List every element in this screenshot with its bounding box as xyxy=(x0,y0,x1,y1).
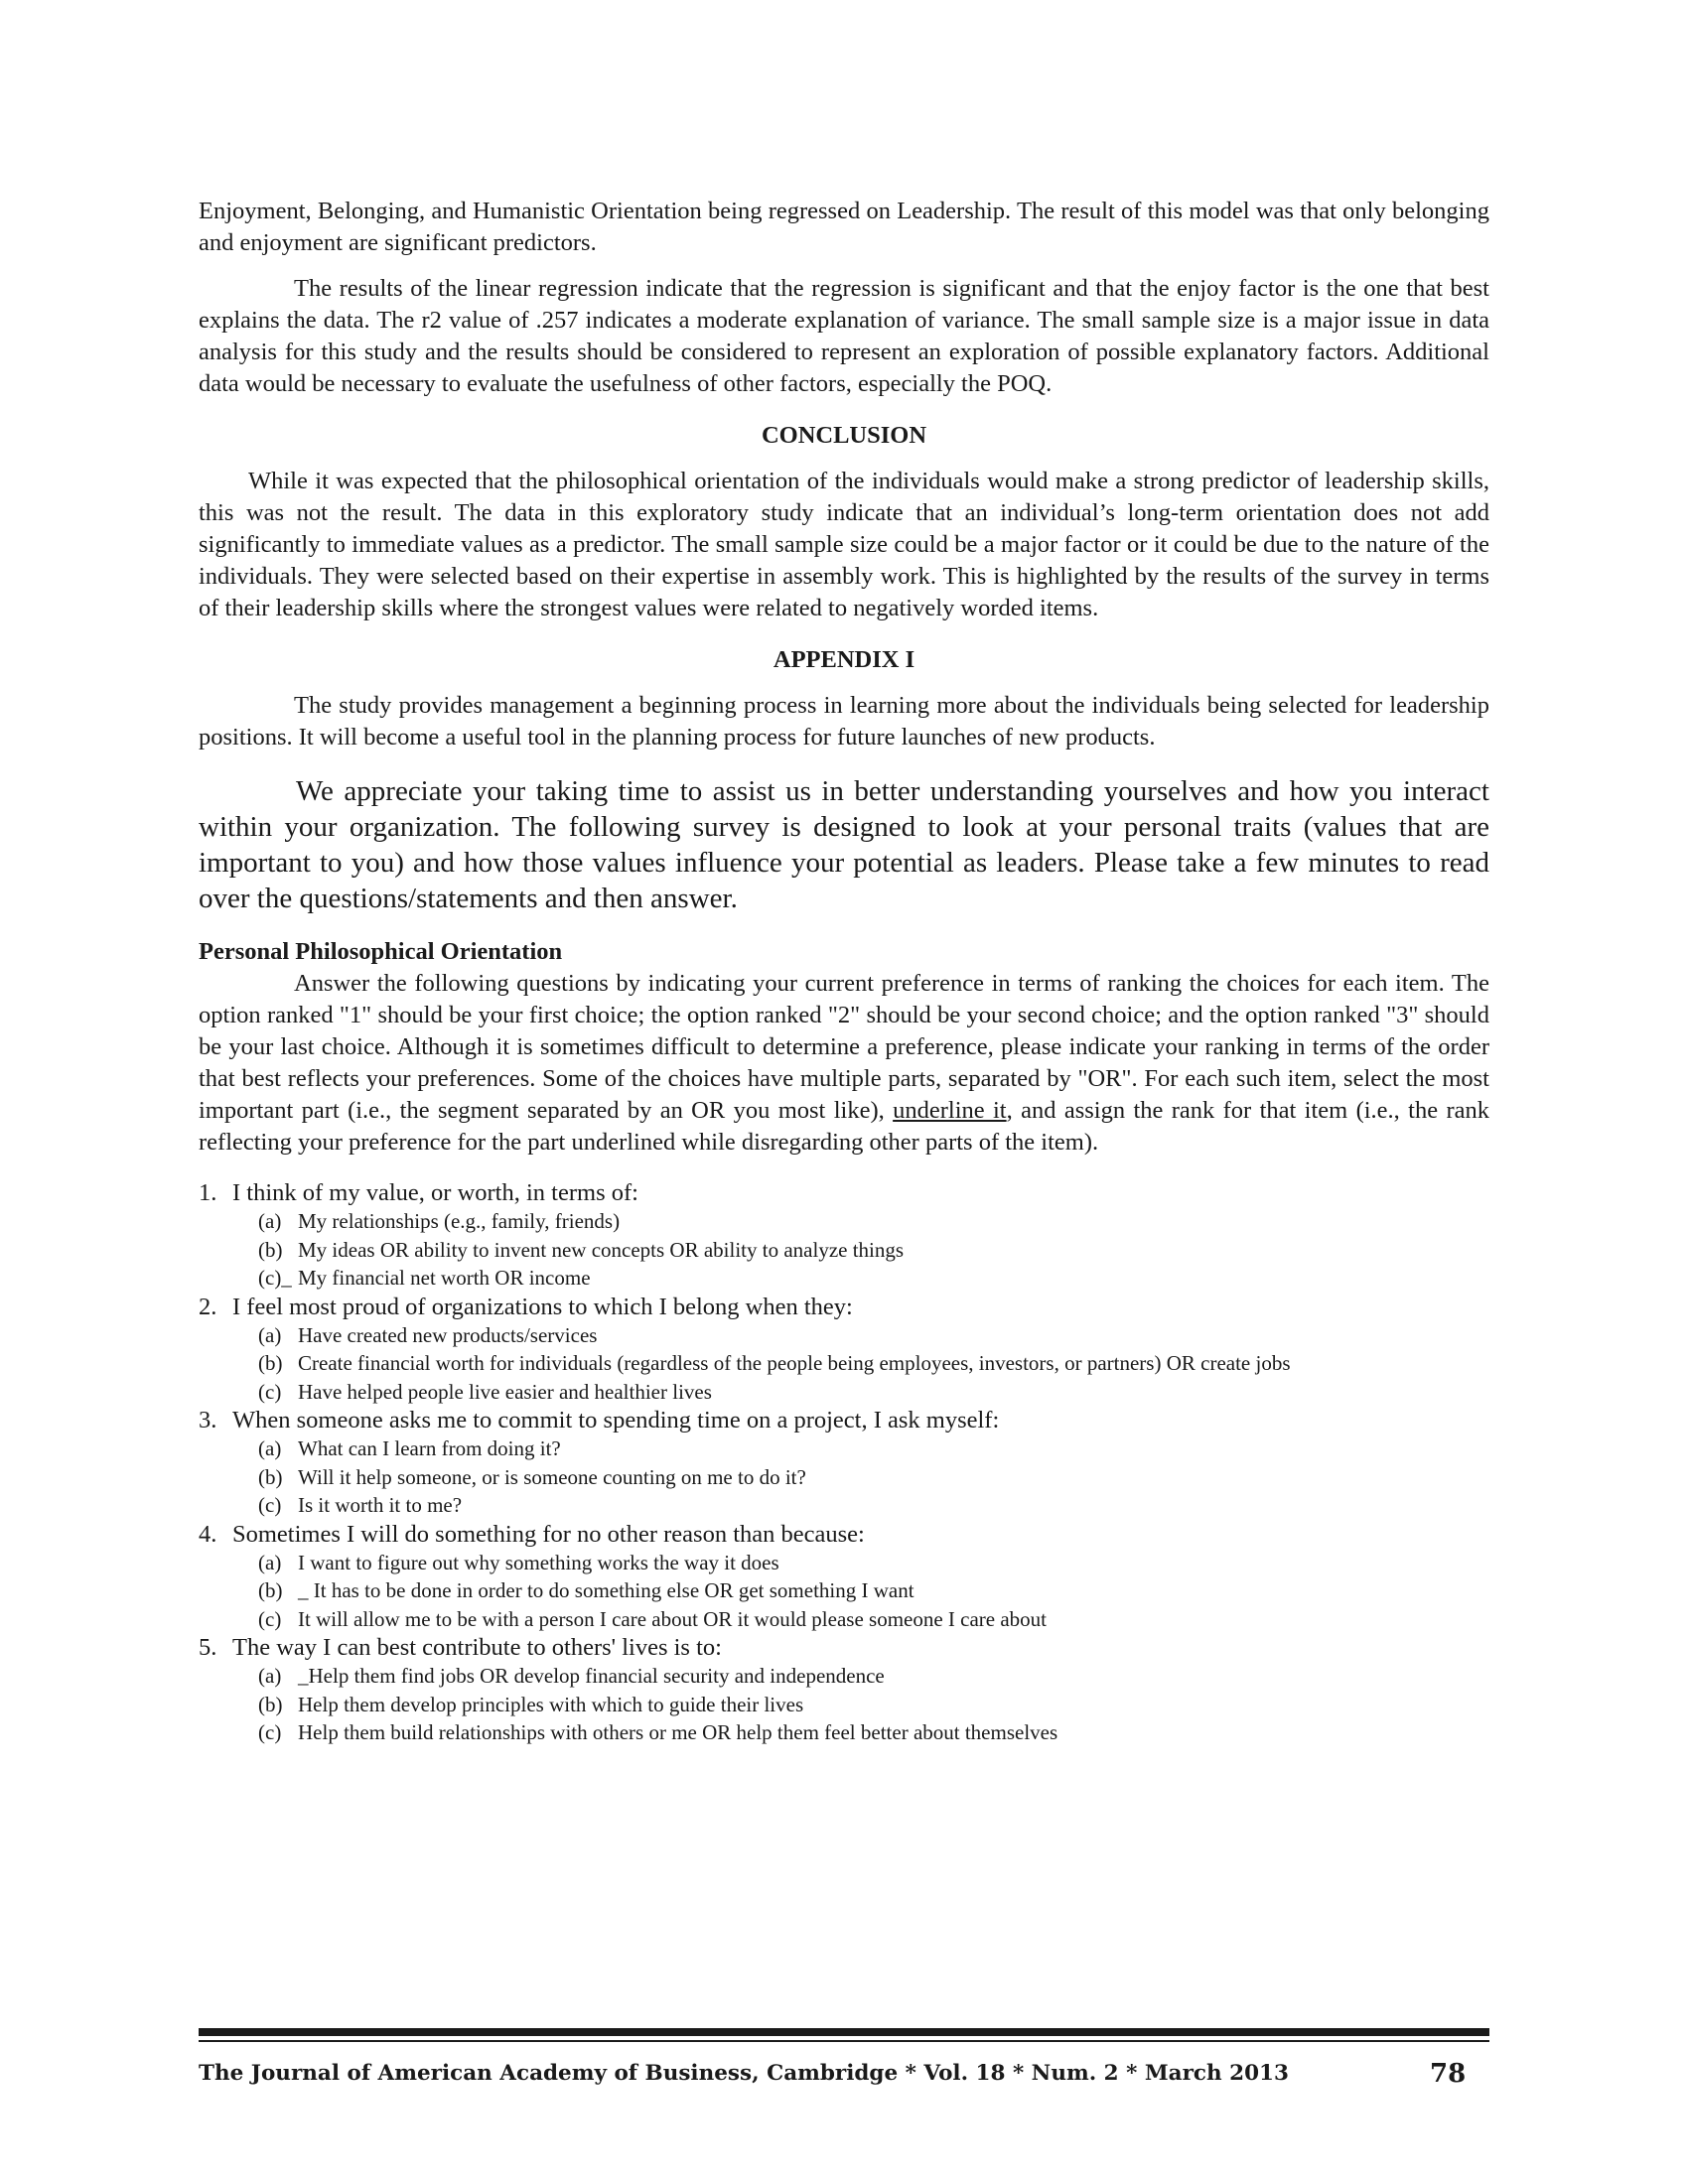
option-label: _Help them find jobs OR develop financial security and independence xyxy=(298,1664,885,1688)
option-letter: (c)_ xyxy=(258,1266,292,1290)
option-letter: (a) xyxy=(258,1664,282,1688)
footer-journal-citation: The Journal of American Academy of Business, Cambridge * Vol. 18 * Num. 2 * March 2013 xyxy=(199,2061,1289,2086)
question-item xyxy=(199,1178,1489,1293)
option-label: My relationships (e.g., family, friends) xyxy=(298,1209,621,1233)
option-label: _ It has to be done in order to do something else OR get something I want xyxy=(298,1578,914,1602)
option-letter: (b) xyxy=(258,1351,283,1375)
survey-appeal: We appreciate your taking time to assist us in better understanding yourselves and how you interact within your organization. The following survey is designed to look at your personal traits (values that are important to you) and how those values influence your potential as leaders. Please take a few minutes to read over the questions/statements and then answer. xyxy=(199,775,1489,914)
paragraph-regression-model: Enjoyment, Belonging, and Humanistic Orientation being regressed on Leadership. The result of this model was that only belonging and enjoyment are significant predictors. xyxy=(199,198,1489,256)
option-label: What can I learn from doing it? xyxy=(298,1436,561,1460)
document-body xyxy=(199,196,1489,1747)
option-label: Will it help someone, or is someone counting on me to do it? xyxy=(298,1464,806,1489)
appendix-heading: APPENDIX I xyxy=(773,646,915,673)
option-item xyxy=(199,1576,1489,1605)
option-letter: (b) xyxy=(258,1237,283,1262)
question-text xyxy=(199,1406,1489,1434)
question-text xyxy=(199,1633,1489,1662)
option-letter: (c) xyxy=(258,1493,282,1517)
option-item xyxy=(199,1236,1489,1265)
question-text xyxy=(199,1178,1489,1207)
question-label: Sometimes I will do something for no other reason than because: xyxy=(232,1520,865,1548)
option-label: Help them build relationships with others or me OR help them feel better about themselves xyxy=(298,1720,1058,1744)
option-label: It will allow me to be with a person I care about OR it would please someone I care about xyxy=(298,1606,1048,1631)
instructions-text-a: Answer the following questions by indicating your current preference in terms of ranking the choices for each item. The option ranked "1" should be your first choice; the option ranked "2" should be your second choice; and the option ranked "3" should be your last choice. Although it is sometimes difficult to determine a preference, please indicate your ranking in terms of the order that best reflects your preferences. Some of the choices have multiple parts, separated by "OR". For each such item, select the most important part (i.e., the segment separated by an OR you most like), xyxy=(199,970,1489,1124)
option-item xyxy=(199,1662,1489,1691)
option-label: Create financial worth for individuals (regardless of the people being employees, investors, or partners) OR create jobs xyxy=(298,1351,1291,1375)
question-text xyxy=(199,1293,1489,1321)
option-item xyxy=(199,1207,1489,1236)
paragraph-regression-results: The results of the linear regression indicate that the regression is significant and that the enjoy factor is the one that best explains the data. The r2 value of .257 indicates a moderate explanation of variance. The small sample size is a major issue in data analysis for this study and the results should be considered to represent an exploration of possible explanatory factors. Additional data would be necessary to evaluate the usefulness of other factors, especially the POQ. xyxy=(199,275,1489,397)
survey-instructions xyxy=(199,968,1489,1159)
ppo-heading: Personal Philosophical Orientation xyxy=(199,938,563,965)
paragraph-conclusion: While it was expected that the philosophical orientation of the individuals would make a strong predictor of leadership skills, this was not the result. The data in this exploratory study indicate that an individual’s long-term orientation does not add significantly to immediate values as a predictor. The small sample size could be a major factor or it could be due to the nature of the individuals. They were selected based on their expertise in assembly work. This is highlighted by the results of the survey in terms of their leadership skills where the strongest values were related to negatively worded items. xyxy=(199,468,1489,621)
option-letter: (b) xyxy=(258,1692,283,1716)
option-item xyxy=(199,1264,1489,1293)
question-number: 5. xyxy=(199,1634,217,1661)
option-item xyxy=(199,1691,1489,1719)
option-letter: (c) xyxy=(258,1606,282,1631)
option-letter: (a) xyxy=(258,1550,282,1574)
option-item xyxy=(199,1349,1489,1378)
option-letter: (c) xyxy=(258,1720,282,1744)
instructions-underlined: underline it xyxy=(893,1097,1007,1124)
paragraph-appendix-intro: The study provides management a beginning process in learning more about the individuals being selected for leadership positions. It will become a useful tool in the planning process for future launches of new products. xyxy=(199,692,1489,751)
footer-rule-thin xyxy=(199,2040,1489,2042)
option-item xyxy=(199,1434,1489,1463)
option-label: I want to figure out why something works the way it does xyxy=(298,1550,779,1574)
question-label: The way I can best contribute to others' lives is to: xyxy=(232,1634,722,1661)
option-letter: (a) xyxy=(258,1322,282,1347)
option-letter: (b) xyxy=(258,1578,283,1602)
page-footer xyxy=(199,2053,1489,2093)
option-item xyxy=(199,1463,1489,1492)
option-letter: (c) xyxy=(258,1379,282,1404)
option-label: Is it worth it to me? xyxy=(298,1493,463,1517)
question-item xyxy=(199,1293,1489,1407)
option-letter: (a) xyxy=(258,1436,282,1460)
footer-rule-thick xyxy=(199,2028,1489,2036)
question-label: When someone asks me to commit to spending time on a project, I ask myself: xyxy=(232,1407,1000,1433)
option-item xyxy=(199,1321,1489,1350)
option-label: My financial net worth OR income xyxy=(298,1266,591,1290)
option-label: Have helped people live easier and healthier lives xyxy=(298,1379,712,1404)
option-letter: (b) xyxy=(258,1464,283,1489)
option-item xyxy=(199,1549,1489,1577)
option-item xyxy=(199,1378,1489,1407)
page-number: 78 xyxy=(1430,2059,1467,2089)
option-item xyxy=(199,1718,1489,1747)
question-number: 3. xyxy=(199,1407,217,1433)
option-label: My ideas OR ability to invent new concepts OR ability to analyze things xyxy=(298,1237,905,1262)
question-label: I feel most proud of organizations to which I belong when they: xyxy=(232,1293,853,1320)
option-item xyxy=(199,1491,1489,1520)
instructions-text-b: , and assign the rank for that item (i.e., the rank reflecting your preference for the part underlined while disregarding other parts of the item). xyxy=(199,1097,1490,1156)
question-number: 4. xyxy=(199,1520,217,1548)
option-label: Help them develop principles with which to guide their lives xyxy=(298,1692,804,1716)
option-label: Have created new products/services xyxy=(298,1322,598,1347)
question-item xyxy=(199,1520,1489,1634)
question-label: I think of my value, or worth, in terms of: xyxy=(232,1179,638,1206)
question-number: 2. xyxy=(199,1293,217,1320)
question-number: 1. xyxy=(199,1179,217,1206)
question-text xyxy=(199,1520,1489,1549)
option-letter: (a) xyxy=(258,1209,282,1233)
question-item xyxy=(199,1633,1489,1747)
question-item xyxy=(199,1406,1489,1520)
conclusion-heading: CONCLUSION xyxy=(761,422,927,449)
survey-questions xyxy=(199,1178,1489,1747)
option-item xyxy=(199,1605,1489,1634)
